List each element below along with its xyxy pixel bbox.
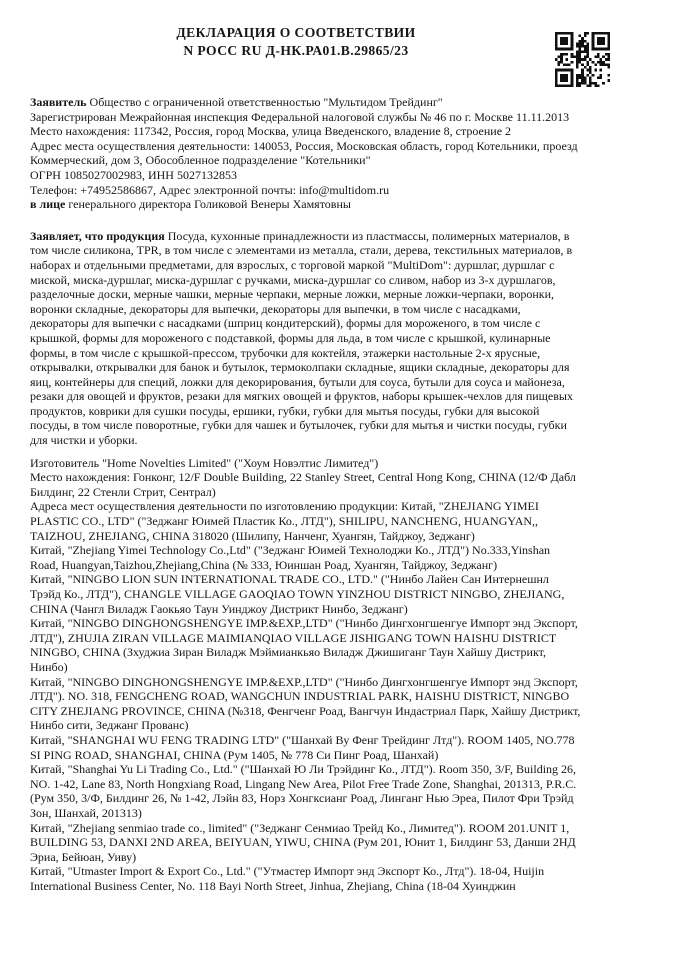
text-line: International Business Center, No. 118 Bayi North Street, Jinhua, Zhejiang, China (18-04 Хуинджин (30, 878, 516, 893)
text-line: ОГРН 1085027002983, ИНН 5027132853 (30, 167, 237, 182)
text-line: Зарегистрирован Межрайонная инспекция Федеральной налоговой службы № 46 по г. Москве 11.11.2013 (30, 109, 570, 124)
manufacturer-section (30, 456, 678, 894)
document-title: ДЕКЛАРАЦИЯ О СООТВЕТСТВИИ (176, 25, 416, 40)
text-line: NINGBO, CHINA (Зхуджиа Зиран Виладж Мэймианкьяо Виладж Джишиганг Таун Хайшу Дистрикт, (30, 645, 546, 660)
text-line: ЛТД"), ZHUJIA ZIRAN VILLAGE MAIMIANQIAO VILLAGE JISHIGANG TOWN HAISHU DISTRICT (30, 630, 557, 645)
text-line: в лице генерального директора Голиковой Венеры Хамятовны (30, 197, 351, 212)
text-line: CITY ZHEJIANG PROVINCE, CHINA (№318, Фенгченг Роад, Вангчун Индастриал Парк, Хайшу Дистрикт, (30, 703, 581, 718)
text-line: Китай, "SHANGHAI WU FENG TRADING LTD" ("Шанхай Ву Фенг Трейдинг Лтд"). ROOM 1405, NO.778 (30, 732, 575, 747)
text-line: PLASTIC CO., LTD" ("Зеджанг Юимей Пластик Ко., ЛТД"), SHILIPU, NANCHENG, HUANGYAN,, (30, 514, 539, 529)
text-line: Китай, "NINGBO DINGHONGSHENGYE IMP.&EXP.,LTD" ("Нинбо Дингхонгшенгуе Импорт энд Экспорт, (30, 674, 578, 689)
text-line: Китай, "Zhejiang Yimei Technology Co.,Ltd" ("Зеджанг Юимей Технолоджи Ко., ЛТД") No.333,Yinshan (30, 543, 551, 558)
document-number: N РОСС RU Д-НК.РА01.В.29865/23 (183, 42, 409, 58)
text-line: Изготовитель "Home Novelties Limited" ("Хоум Новэлтис Лимитед") (30, 455, 379, 470)
text-line: TAIZHOU, ZHEJIANG, CHINA 318020 (Шилипу, Нанченг, Хуангян, Тайджоу, Зеджанг) (30, 528, 475, 543)
text-line: SI PING ROAD, SHANGHAI, CHINA (Рум 1405, № 778 Си Пинг Роад, Шанхай) (30, 747, 439, 762)
document-body (30, 95, 678, 893)
text-line: резаки для овощей и фруктов, резаки для мягких овощей и фруктов, наборы крышек-чехлов для пищевых (30, 389, 573, 404)
text-line: Заявляет, что продукция Посуда, кухонные принадлежности из пластмассы, полимерных материалов, в (30, 228, 570, 243)
text-line: Road, Huangyan,Taizhou,Zhejiang,China (№ 333, Юиншан Роад, Хуангян, Тайджоу, Зеджанг) (30, 557, 498, 572)
text-line: ЛТД"). NO. 318, FENGCHENG ROAD, WANGCHUN INDUSTRIAL PARK, HAISHU DISTRICT, NINGBO (30, 689, 570, 704)
text-line: Место нахождения: 117342, Россия, город Москва, улица Введенского, владение 8, строение 2 (30, 124, 512, 139)
text-line: Нинбо сити, Зеджанг Прованс) (30, 718, 189, 733)
text-line: Трэйд Ко., ЛТД"), CHANGLE VILLAGE GAOQIAO TOWN YINZHOU DISTRICT NINGBO, ZHEJIANG, (30, 587, 565, 601)
text-line: разделочные доски, мерные чашки, мерные черпаки, мерные ложки, мерные ложки-черпаки, воронки, (30, 287, 555, 302)
document-header (30, 24, 562, 59)
text-line: Зон, Шанхай, 201313) (30, 805, 142, 820)
text-line: Китай, "NINGBO LION SUN INTERNATIONAL TRADE CO., LTD." ("Нинбо Лайен Сан Интернешнл (30, 572, 549, 587)
text-line: Адрес места осуществления деятельности: 140053, Россия, Московская область, город Котельники, проезд (30, 138, 578, 153)
text-line: Место нахождения: Гонконг, 12/F Double Building, 22 Stanley Street, Central Hong Kong, CHINA (12/Ф Дабл (30, 470, 576, 485)
text-line: NO. 1-42, Lane 83, North Hongxiang Road, Lingang New Area, Pilot Free Trade Zone, Shanghai, 201313, P.R.C. (30, 776, 577, 791)
applicant-section (30, 95, 678, 212)
text-line: Адреса мест осуществления деятельности по изготовлению продукции: Китай, "ZHEJIANG YIMEI (30, 499, 539, 514)
text-line: открывалки, открывалки для банок и бутылок, термоколпаки складные, ящики складные, декораторы для (30, 360, 570, 375)
text-line: миской, миска-дуршлаг, миска-дуршлаг с ручками, миска-дуршлаг со сливом, набор из 3-х дуршлагов, (30, 272, 556, 287)
text-line: наборах и отдельными предметами, для взрослых, с торговой маркой "MultiDom": дуршлаг, дуршлаг с (30, 257, 555, 272)
text-line: Китай, "Shanghai Yu Li Trading Co., Ltd." ("Шанхай Ю Ли Трэйдинг Ко., ЛТД"). Room 350, 3/F, Building 26, (30, 762, 577, 777)
text-line: воронки складные, декораторы для выпечки, декораторы для выпечки, в том числе с насадками, (30, 301, 521, 316)
text-line: Коммерческий, дом 3, Обособленное подразделение "Котельники" (30, 153, 371, 168)
text-line: Билдинг, 22 Стенли Стрит, Сентрал) (30, 484, 216, 499)
text-line: формы, в том числе с крышкой-прессом, трубочки для коктейля, этажерки настольные 2-х ярусные, (30, 345, 541, 360)
product-section (30, 229, 678, 448)
text-line: Китай, "Utmaster Import & Export Co., Ltd." ("Утмастер Импорт энд Экспорт Ко., Лтд"). 18-04, Huijin (30, 864, 545, 879)
text-line: CHINA (Чангл Виладж Гаокьяо Таун Уинджоу Дистрикт Нинбо, Зеджанг) (30, 601, 408, 616)
text-line: Телефон: +74952586867, Адрес электронной почты: info@multidom.ru (30, 182, 390, 197)
text-line: Эриа, Бейюан, Уиву) (30, 849, 137, 864)
text-line: яиц, контейнеры для специй, ложки для декорирования, бутыли для соуса, бутыли для соуса и майонеза, (30, 374, 565, 389)
text-line: Нинбо) (30, 659, 68, 674)
text-line: том числе силикона, TPR, в том числе с элементами из металла, стали, дерева, текстильных материалов, в (30, 243, 573, 258)
text-line: посуды, в том числе поворотные, губки для чашек и бутылочек, губки для мытья и чистки посуды, губки (30, 418, 567, 433)
text-line: для чистки и уборки. (30, 433, 138, 448)
text-line: декораторы для выпечки с насадками (шприц кондитерский), формы для мороженого, в том числе с (30, 316, 541, 331)
text-line: продуктов, коврики для сушки посуды, ершики, губки, губки для мытья посуды, губки для высокой (30, 403, 540, 418)
text-line: Заявитель Общество с ограниченной ответственностью "Мультидом Трейдинг" (30, 95, 443, 109)
text-line: крышкой, формы для мороженого с подставкой, формы для льда, в том числе с крышкой, кулинарные (30, 330, 551, 345)
qr-code (555, 32, 610, 87)
text-line: (Рум 350, 3/Ф, Билдинг 26, № 1-42, Лэйн 83, Норз Хонгксианг Роад, Линганг Нью Эреа, Пилот Фри Трэйд (30, 791, 574, 806)
text-line: Китай, "NINGBO DINGHONGSHENGYE IMP.&EXP.,LTD" ("Нинбо Дингхонгшенгуе Импорт энд Экспорт, (30, 616, 578, 631)
text-line: BUILDING 53, DANXI 2ND AREA, BEIYUAN, YIWU, CHINA (Рум 201, Юнит 1, Билдинг 53, Данши 2НД (30, 835, 576, 850)
text-line: Китай, "Zhejiang senmiao trade co., limited" ("Зеджанг Сенмиао Трейд Ко., Лимитед"). ROOM 201.UNIT 1, (30, 820, 570, 835)
